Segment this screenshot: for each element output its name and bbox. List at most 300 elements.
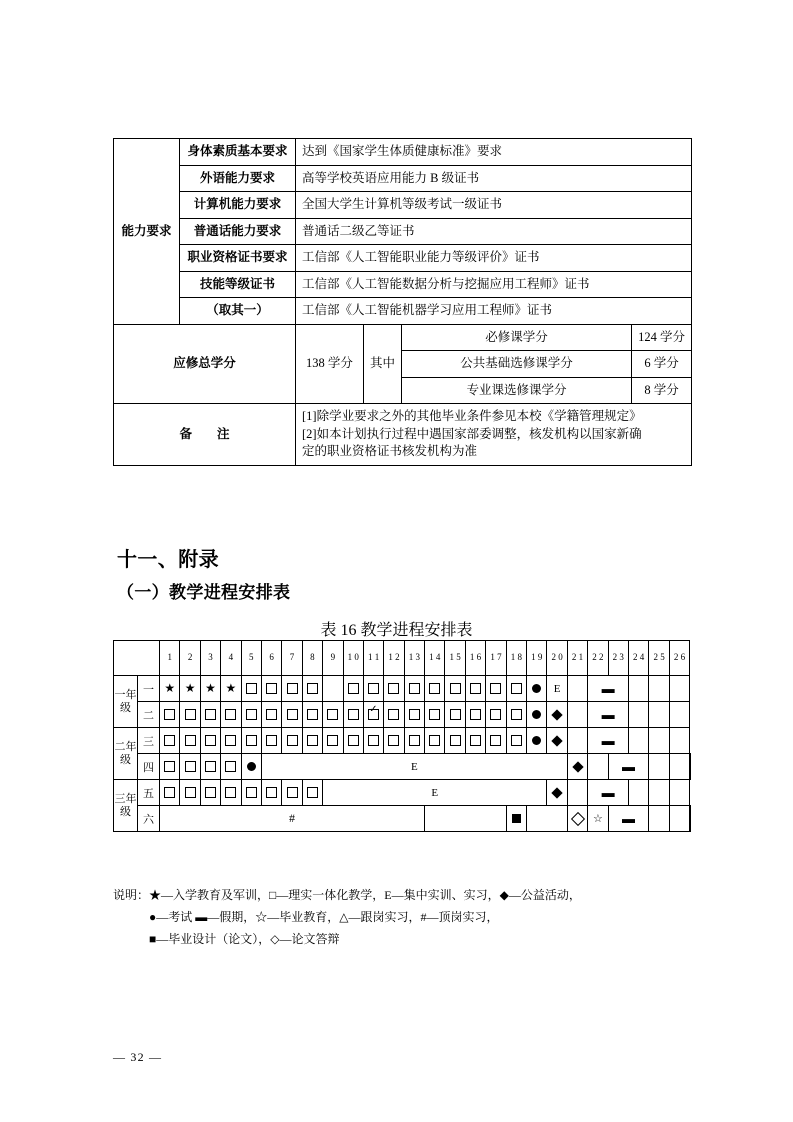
mark-cell bbox=[465, 728, 485, 754]
holiday-cell bbox=[608, 806, 649, 832]
schedule-row bbox=[114, 780, 691, 806]
mark-cell bbox=[649, 806, 669, 832]
schedule-header-row bbox=[114, 641, 691, 676]
mark-cell bbox=[384, 728, 404, 754]
mark-cell bbox=[180, 780, 200, 806]
mark-cell bbox=[302, 702, 322, 728]
square-icon bbox=[164, 761, 175, 772]
schedule-row bbox=[114, 754, 691, 780]
mark-cell bbox=[567, 780, 587, 806]
mark-cell bbox=[649, 676, 669, 702]
week-number: 2 bbox=[187, 652, 193, 663]
mark-cell bbox=[628, 676, 648, 702]
week-number: 1 3 bbox=[408, 652, 420, 663]
week-header bbox=[261, 641, 281, 676]
req-group-label: 能力要求 bbox=[114, 139, 180, 325]
mark-cell bbox=[567, 676, 587, 702]
req-label: 普通话能力要求 bbox=[180, 218, 296, 245]
credit-item-value: 6 学分 bbox=[632, 351, 692, 378]
mark-cell bbox=[547, 702, 567, 728]
mark-cell bbox=[363, 702, 383, 728]
mark-cell bbox=[669, 806, 689, 832]
mark-cell bbox=[261, 702, 281, 728]
square-icon bbox=[429, 683, 440, 694]
table-row bbox=[114, 271, 692, 298]
req-value: 普通话二级乙等证书 bbox=[296, 218, 692, 245]
square-icon bbox=[429, 709, 440, 720]
square-icon bbox=[409, 709, 420, 720]
square-icon bbox=[490, 735, 501, 746]
mark-cell bbox=[404, 728, 424, 754]
req-value: 全国大学生计算机等级考试一级证书 bbox=[296, 192, 692, 219]
activity-diamond-icon bbox=[572, 761, 583, 772]
semester-label: 六 bbox=[138, 806, 160, 832]
mark-cell bbox=[282, 780, 302, 806]
mark-cell bbox=[486, 702, 506, 728]
square-icon bbox=[388, 709, 399, 720]
table-row bbox=[114, 218, 692, 245]
mark-cell bbox=[506, 728, 526, 754]
mark-cell bbox=[404, 702, 424, 728]
mark-cell bbox=[343, 728, 363, 754]
mark-cell bbox=[567, 754, 587, 780]
mark-cell bbox=[628, 728, 648, 754]
mark-cell bbox=[425, 806, 507, 832]
holiday-cell bbox=[588, 702, 629, 728]
remark-label: 备 注 bbox=[114, 404, 296, 466]
week-header bbox=[363, 641, 383, 676]
square-icon bbox=[164, 735, 175, 746]
remark-line: [1]除学业要求之外的其他毕业条件参见本校《学籍管理规定》 bbox=[302, 409, 642, 423]
square-icon bbox=[450, 735, 461, 746]
mark-cell bbox=[465, 676, 485, 702]
week-number: 2 2 bbox=[592, 652, 604, 663]
mark-cell bbox=[527, 676, 547, 702]
mark-cell bbox=[363, 728, 383, 754]
mark-cell bbox=[669, 754, 689, 780]
exam-dot-icon bbox=[247, 762, 256, 771]
square-icon bbox=[307, 787, 318, 798]
schedule-corner bbox=[114, 641, 160, 676]
req-label: （取其一） bbox=[180, 298, 296, 325]
mark-cell bbox=[160, 754, 180, 780]
mark-cell bbox=[221, 702, 241, 728]
week-header bbox=[649, 641, 669, 676]
week-header bbox=[302, 641, 322, 676]
E-label: E bbox=[411, 760, 418, 773]
remark-line: [2]如本计划执行过程中遇国家部委调整，核发机构以国家新确 bbox=[302, 426, 642, 441]
schedule-row bbox=[114, 728, 691, 754]
week-header bbox=[567, 641, 587, 676]
square-icon bbox=[246, 683, 257, 694]
mark-cell bbox=[200, 676, 220, 702]
credit-item-value: 8 学分 bbox=[632, 377, 692, 404]
square-icon bbox=[287, 735, 298, 746]
mark-cell bbox=[160, 676, 180, 702]
week-header bbox=[486, 641, 506, 676]
square-icon bbox=[287, 709, 298, 720]
week-header bbox=[425, 641, 445, 676]
credit-item-value: 124 学分 bbox=[632, 324, 692, 351]
mark-cell bbox=[200, 728, 220, 754]
remark-value bbox=[296, 404, 692, 466]
mark-cell bbox=[180, 728, 200, 754]
graduation-star-icon: ☆ bbox=[592, 813, 603, 825]
legend-line-3: ■—毕业设计（论文），◇—论文答辩 bbox=[149, 932, 340, 947]
square-icon bbox=[470, 735, 481, 746]
year-label: 一年级 bbox=[114, 676, 138, 728]
mark-cell bbox=[282, 728, 302, 754]
req-value: 达到《国家学生体质健康标准》要求 bbox=[296, 139, 692, 166]
req-value: 工信部《人工智能职业能力等级评价》证书 bbox=[296, 245, 692, 272]
week-header bbox=[384, 641, 404, 676]
mark-cell bbox=[486, 676, 506, 702]
week-number: 2 5 bbox=[653, 652, 665, 663]
mark-cell bbox=[506, 806, 526, 832]
square-icon bbox=[225, 761, 236, 772]
mark-cell bbox=[669, 780, 689, 806]
activity-diamond-icon bbox=[551, 735, 562, 746]
week-number: 2 4 bbox=[633, 652, 645, 663]
page-footer: — 32 — bbox=[113, 1050, 163, 1064]
E-label: E bbox=[431, 786, 439, 799]
square-icon bbox=[348, 709, 359, 720]
mark-cell bbox=[180, 754, 200, 780]
week-header bbox=[221, 641, 241, 676]
square-icon bbox=[185, 787, 196, 798]
req-value: 高等学校英语应用能力 B 级证书 bbox=[296, 165, 692, 192]
holiday-cell bbox=[608, 754, 649, 780]
week-number: 2 1 bbox=[571, 652, 584, 663]
holiday-icon: ▬ bbox=[621, 758, 635, 774]
mark-cell bbox=[669, 702, 689, 728]
mark-cell bbox=[261, 780, 281, 806]
checked-square-icon bbox=[368, 709, 379, 720]
week-header bbox=[160, 641, 180, 676]
schedule-row bbox=[114, 702, 691, 728]
req-label: 身体素质基本要求 bbox=[180, 139, 296, 166]
year-label: 三年级 bbox=[114, 780, 138, 832]
mark-cell bbox=[425, 728, 445, 754]
credits-label: 应修总学分 bbox=[114, 324, 296, 404]
mark-cell bbox=[323, 676, 343, 702]
hash-label: # bbox=[289, 811, 296, 825]
square-icon bbox=[490, 709, 501, 720]
requirements-table bbox=[113, 138, 692, 466]
week-number: 1 7 bbox=[490, 652, 502, 663]
square-icon bbox=[225, 787, 236, 798]
table-row bbox=[114, 192, 692, 219]
square-icon bbox=[388, 683, 399, 694]
holiday-cell bbox=[588, 728, 629, 754]
req-label: 职业资格证书要求 bbox=[180, 245, 296, 272]
remark-line: 定的职业资格证书核发机构为准 bbox=[302, 444, 478, 458]
week-header bbox=[282, 641, 302, 676]
square-icon bbox=[205, 735, 216, 746]
mark-cell bbox=[649, 702, 669, 728]
mark-cell bbox=[323, 702, 343, 728]
exam-dot-icon bbox=[532, 710, 541, 719]
square-icon bbox=[327, 735, 338, 746]
mark-cell bbox=[690, 754, 691, 780]
mark-cell bbox=[628, 702, 648, 728]
week-number: 7 bbox=[289, 652, 295, 663]
week-number: 8 bbox=[310, 652, 315, 663]
mark-cell bbox=[323, 728, 343, 754]
E-block-cell bbox=[261, 754, 567, 780]
mark-cell bbox=[649, 754, 669, 780]
mark-cell bbox=[445, 728, 465, 754]
mark-cell bbox=[445, 676, 465, 702]
week-number: 2 6 bbox=[673, 652, 686, 663]
mark-cell bbox=[221, 676, 241, 702]
week-header bbox=[180, 641, 200, 676]
mark-cell bbox=[160, 728, 180, 754]
mark-cell bbox=[527, 728, 547, 754]
square-icon bbox=[450, 709, 461, 720]
square-icon bbox=[490, 683, 501, 694]
mark-cell bbox=[445, 702, 465, 728]
mark-cell bbox=[547, 728, 567, 754]
E-label: E bbox=[553, 682, 561, 695]
req-value: 工信部《人工智能数据分析与挖掘应用工程师》证书 bbox=[296, 271, 692, 298]
mark-cell bbox=[221, 780, 241, 806]
mark-cell bbox=[506, 676, 526, 702]
mark-cell bbox=[527, 702, 547, 728]
table-caption: 表 16 教学进程安排表 bbox=[320, 622, 473, 639]
req-label: 技能等级证书 bbox=[180, 271, 296, 298]
week-header bbox=[547, 641, 567, 676]
square-icon bbox=[246, 735, 257, 746]
schedule-row bbox=[114, 806, 691, 832]
legend-text: ★—入学教育及军训，□—理实一体化教学，E—集中实训、实习，◆—公益活动， bbox=[149, 888, 581, 902]
mark-cell bbox=[547, 780, 567, 806]
exam-dot-icon bbox=[532, 684, 541, 693]
week-number: 6 bbox=[269, 652, 274, 663]
week-header bbox=[669, 641, 689, 676]
mark-cell bbox=[404, 676, 424, 702]
holiday-icon: ▬ bbox=[601, 732, 615, 748]
week-header bbox=[465, 641, 485, 676]
semester-label: 二 bbox=[138, 702, 160, 728]
square-icon bbox=[246, 787, 257, 798]
mark-cell bbox=[221, 728, 241, 754]
square-icon bbox=[409, 735, 420, 746]
schedule-row bbox=[114, 676, 691, 702]
square-icon bbox=[266, 709, 277, 720]
square-icon bbox=[368, 683, 379, 694]
mark-cell bbox=[649, 780, 669, 806]
square-icon bbox=[205, 709, 216, 720]
square-icon bbox=[266, 683, 277, 694]
mark-cell bbox=[363, 676, 383, 702]
mark-cell bbox=[384, 702, 404, 728]
square-icon bbox=[470, 683, 481, 694]
week-header bbox=[506, 641, 526, 676]
week-header bbox=[527, 641, 547, 676]
mark-cell bbox=[649, 728, 669, 754]
week-header bbox=[588, 641, 608, 676]
mark-cell bbox=[567, 728, 587, 754]
square-icon bbox=[246, 709, 257, 720]
mark-cell bbox=[221, 754, 241, 780]
mark-cell bbox=[669, 728, 689, 754]
week-header bbox=[608, 641, 628, 676]
credit-item-name: 必修课学分 bbox=[402, 324, 632, 351]
section-heading: 十一、附录 bbox=[117, 549, 219, 571]
week-header bbox=[200, 641, 220, 676]
mark-cell bbox=[241, 728, 261, 754]
mark-cell bbox=[302, 676, 322, 702]
week-header bbox=[404, 641, 424, 676]
table-row bbox=[114, 404, 692, 466]
square-icon bbox=[429, 735, 440, 746]
star-icon: ★ bbox=[164, 681, 176, 695]
week-header bbox=[241, 641, 261, 676]
mark-cell bbox=[200, 780, 220, 806]
holiday-cell bbox=[588, 676, 629, 702]
square-icon bbox=[450, 683, 461, 694]
week-number: 1 1 bbox=[367, 652, 380, 663]
week-header bbox=[323, 641, 343, 676]
exam-dot-icon bbox=[532, 736, 541, 745]
square-icon bbox=[511, 709, 522, 720]
holiday-cell bbox=[588, 780, 629, 806]
legend-line-1 bbox=[113, 884, 713, 906]
table-row bbox=[114, 165, 692, 192]
activity-diamond-icon bbox=[551, 787, 562, 798]
star-icon: ★ bbox=[225, 681, 237, 695]
mark-cell bbox=[465, 702, 485, 728]
square-icon bbox=[511, 735, 522, 746]
week-header bbox=[343, 641, 363, 676]
mark-cell bbox=[282, 676, 302, 702]
square-icon bbox=[287, 787, 298, 798]
square-icon bbox=[307, 709, 318, 720]
square-icon bbox=[185, 709, 196, 720]
mark-cell bbox=[302, 780, 322, 806]
table-row bbox=[114, 324, 692, 351]
mark-cell bbox=[261, 676, 281, 702]
mark-cell bbox=[588, 754, 608, 780]
credit-item-name: 专业课选修课学分 bbox=[402, 377, 632, 404]
mark-cell bbox=[567, 702, 587, 728]
square-icon bbox=[185, 735, 196, 746]
req-label: 外语能力要求 bbox=[180, 165, 296, 192]
mark-cell bbox=[160, 780, 180, 806]
mark-cell bbox=[180, 676, 200, 702]
credits-among-label: 其中 bbox=[364, 324, 402, 404]
star-icon: ★ bbox=[205, 681, 216, 695]
schedule-table bbox=[113, 640, 691, 832]
square-icon bbox=[287, 683, 298, 694]
legend-prefix: 说明： bbox=[113, 888, 150, 902]
week-number: 1 2 bbox=[388, 652, 400, 663]
mark-cell bbox=[180, 702, 200, 728]
square-icon bbox=[266, 735, 277, 746]
week-header bbox=[628, 641, 648, 676]
mark-cell bbox=[302, 728, 322, 754]
mark-cell bbox=[567, 806, 587, 832]
square-icon bbox=[307, 735, 318, 746]
semester-label: 一 bbox=[138, 676, 160, 702]
week-header bbox=[445, 641, 465, 676]
square-icon bbox=[388, 735, 399, 746]
holiday-icon: ▬ bbox=[601, 784, 615, 800]
credit-item-name: 公共基础选修课学分 bbox=[402, 351, 632, 378]
mark-cell bbox=[160, 702, 180, 728]
week-number: 2 0 bbox=[551, 652, 563, 663]
req-value: 工信部《人工智能机器学习应用工程师》证书 bbox=[296, 298, 692, 325]
square-icon bbox=[368, 735, 379, 746]
mark-cell bbox=[506, 702, 526, 728]
req-label: 计算机能力要求 bbox=[180, 192, 296, 219]
square-icon bbox=[164, 787, 175, 798]
mark-cell bbox=[343, 702, 363, 728]
square-icon bbox=[348, 735, 359, 746]
mark-cell bbox=[425, 676, 445, 702]
square-icon bbox=[348, 683, 359, 694]
semester-label: 四 bbox=[138, 754, 160, 780]
week-number: 5 bbox=[249, 652, 254, 663]
mark-cell bbox=[282, 702, 302, 728]
square-icon bbox=[205, 787, 216, 798]
semester-label: 三 bbox=[138, 728, 160, 754]
mark-cell bbox=[200, 754, 220, 780]
activity-diamond-icon bbox=[551, 709, 562, 720]
star-icon: ★ bbox=[184, 681, 196, 695]
week-number: 1 9 bbox=[531, 652, 543, 663]
week-number: 1 8 bbox=[510, 652, 522, 663]
square-icon bbox=[164, 709, 175, 720]
mark-cell bbox=[527, 806, 568, 832]
square-icon bbox=[266, 787, 277, 798]
mark-cell bbox=[241, 676, 261, 702]
table-row bbox=[114, 298, 692, 325]
square-icon bbox=[327, 709, 338, 720]
hash-block-cell bbox=[160, 806, 425, 832]
mark-cell bbox=[261, 728, 281, 754]
mark-cell bbox=[343, 676, 363, 702]
mark-cell bbox=[425, 702, 445, 728]
semester-label: 五 bbox=[138, 780, 160, 806]
mark-cell bbox=[241, 702, 261, 728]
square-icon bbox=[225, 709, 236, 720]
week-number: 1 0 bbox=[347, 652, 359, 663]
holiday-icon: ▬ bbox=[621, 810, 635, 826]
mark-cell bbox=[200, 702, 220, 728]
mark-cell bbox=[690, 806, 691, 832]
week-number: 1 6 bbox=[469, 652, 482, 663]
week-number: 9 bbox=[330, 652, 336, 663]
week-number: 1 bbox=[167, 652, 172, 663]
week-number: 2 3 bbox=[612, 652, 624, 663]
holiday-icon: ▬ bbox=[601, 706, 615, 722]
mark-cell bbox=[628, 780, 648, 806]
week-number: 1 4 bbox=[429, 652, 441, 663]
table-row bbox=[114, 245, 692, 272]
credits-total: 138 学分 bbox=[296, 324, 364, 404]
year-label: 二年级 bbox=[114, 728, 138, 780]
square-icon bbox=[409, 683, 420, 694]
square-icon bbox=[307, 683, 318, 694]
E-block-cell bbox=[323, 780, 547, 806]
week-number: 3 bbox=[208, 652, 213, 663]
mark-cell bbox=[669, 676, 689, 702]
mark-cell bbox=[384, 676, 404, 702]
table-row bbox=[114, 139, 692, 166]
week-number: 4 bbox=[228, 652, 234, 663]
